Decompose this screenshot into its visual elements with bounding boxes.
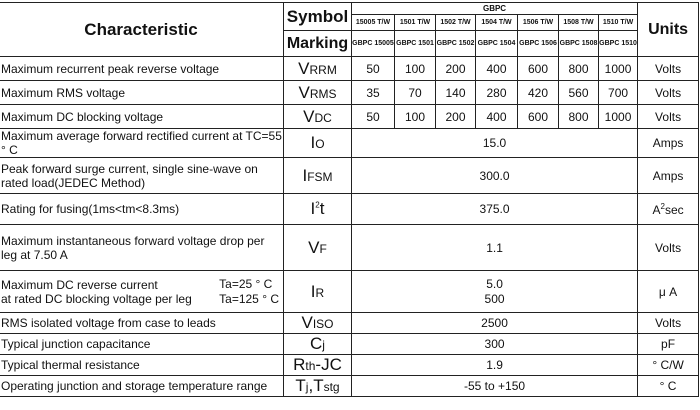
value-cell: 300 xyxy=(352,334,638,355)
marking-code: GBPC 1508 xyxy=(559,31,599,57)
row-rth xyxy=(0,355,699,376)
row-description: RMS isolated voltage from case to leads xyxy=(0,313,284,334)
value-cell: 200 xyxy=(436,57,476,81)
row-description: Maximum DC reverse current at rated DC blocking voltage per leg Ta=25 ° C Ta=125 ° C xyxy=(0,271,284,313)
type-header: 15005 T/W xyxy=(352,15,395,31)
row-vrrm xyxy=(0,57,699,81)
row-symbol: Rth-JC xyxy=(284,355,352,376)
value-cell: 300.0 xyxy=(352,158,638,194)
value-cell: 100 xyxy=(395,105,436,129)
row-ifsm xyxy=(0,158,699,194)
row-symbol: IFSM xyxy=(284,158,352,194)
value-cell: 140 xyxy=(436,81,476,105)
value-cell: 1000 xyxy=(599,105,638,129)
value-cell: 400 xyxy=(476,57,518,81)
gbpc-group-header: GBPC xyxy=(352,3,638,15)
characteristics-table xyxy=(0,2,699,397)
row-symbol: Tj,Tstg xyxy=(284,376,352,397)
row-description: Maximum RMS voltage xyxy=(0,81,284,105)
marking-code: GBPC 1502 xyxy=(436,31,476,57)
row-symbol: VDC xyxy=(284,105,352,129)
row-symbol: IO xyxy=(284,129,352,158)
marking-code: GBPC 1506 xyxy=(518,31,559,57)
row-description: Operating junction and storage temperature range xyxy=(0,376,284,397)
row-symbol: VF xyxy=(284,225,352,271)
row-vf xyxy=(0,225,699,271)
value-cell: 600 xyxy=(518,105,559,129)
unit-cell: ° C/W xyxy=(638,355,699,376)
value-cell: 1000 xyxy=(599,57,638,81)
row-description: Typical thermal resistance xyxy=(0,355,284,376)
row-description: Peak forward surge current, single sine-wave on rated load(JEDEC Method) xyxy=(0,158,284,194)
type-header: 1508 T/W xyxy=(559,15,599,31)
row-tj xyxy=(0,376,699,397)
unit-cell: Volts xyxy=(638,225,699,271)
value-cell: 35 xyxy=(352,81,395,105)
value-cell: 100 xyxy=(395,57,436,81)
value-cell: 280 xyxy=(476,81,518,105)
unit-cell: Volts xyxy=(638,313,699,334)
value-cell: 560 xyxy=(559,81,599,105)
row-description: Typical junction capacitance xyxy=(0,334,284,355)
marking-code: GBPC 1501 xyxy=(395,31,436,57)
row-symbol: $I^2t$ xyxy=(284,194,352,225)
row-description: Maximum average forward rectified current at TC=55 ° C xyxy=(0,129,284,158)
unit-cell: Volts xyxy=(638,57,699,81)
value-cell: 375.0 xyxy=(352,194,638,225)
row-cj xyxy=(0,334,699,355)
type-header: 1510 T/W xyxy=(599,15,638,31)
row-vrms xyxy=(0,81,699,105)
value-cell: 420 xyxy=(518,81,559,105)
type-header: 1501 T/W xyxy=(395,15,436,31)
units-header: Units xyxy=(638,3,699,57)
condition-label: Ta=125 ° C xyxy=(219,291,279,306)
row-ir xyxy=(0,271,699,313)
row-description: Maximum instantaneous forward voltage drop per leg at 7.50 A xyxy=(0,225,284,271)
unit-cell: ° C xyxy=(638,376,699,397)
row-viso xyxy=(0,313,699,334)
type-header: 1504 T/W xyxy=(476,15,518,31)
value-cell: 1.1 xyxy=(352,225,638,271)
value-cell: 1.9 xyxy=(352,355,638,376)
row-description: Rating for fusing(1ms<tm<8.3ms) xyxy=(0,194,284,225)
unit-cell: $A^2\sec$ xyxy=(638,194,699,225)
row-symbol: VRRM xyxy=(284,57,352,81)
value-cell: 800 xyxy=(559,57,599,81)
condition-label: Ta=25 ° C xyxy=(219,276,273,291)
row-description: Maximum recurrent peak reverse voltage xyxy=(0,57,284,81)
row-symbol: Cj xyxy=(284,334,352,355)
marking-code: GBPC 1504 xyxy=(476,31,518,57)
marking-header: Marking xyxy=(284,31,352,57)
unit-cell: Amps xyxy=(638,129,699,158)
value-cell: 200 xyxy=(436,105,476,129)
type-header: 1506 T/W xyxy=(518,15,559,31)
row-io xyxy=(0,129,699,158)
value-cell: -55 to +150 xyxy=(352,376,638,397)
unit-cell: Volts xyxy=(638,81,699,105)
value-cell: 50 xyxy=(352,105,395,129)
value-cell: 800 xyxy=(559,105,599,129)
value-cell: 2500 xyxy=(352,313,638,334)
row-vdc xyxy=(0,105,699,129)
marking-code: GBPC 15005 xyxy=(352,31,395,57)
value-cell: 700 xyxy=(599,81,638,105)
value-cell: 5.0 500 xyxy=(352,271,638,313)
value-cell: 600 xyxy=(518,57,559,81)
value-cell: 50 xyxy=(352,57,395,81)
row-symbol: VRMS xyxy=(284,81,352,105)
value-cell: 15.0 xyxy=(352,129,638,158)
row-symbol: VISO xyxy=(284,313,352,334)
symbol-header: Symbol xyxy=(284,3,352,31)
characteristic-header: Characteristic xyxy=(0,3,284,57)
unit-cell: μ A xyxy=(638,271,699,313)
unit-cell: Volts xyxy=(638,105,699,129)
unit-cell: Amps xyxy=(638,158,699,194)
row-symbol: IR xyxy=(284,271,352,313)
row-description: Maximum DC blocking voltage xyxy=(0,105,284,129)
marking-code: GBPC 1510 xyxy=(599,31,638,57)
row-i2t xyxy=(0,194,699,225)
value-cell: 400 xyxy=(476,105,518,129)
type-header: 1502 T/W xyxy=(436,15,476,31)
value-cell: 70 xyxy=(395,81,436,105)
unit-cell: pF xyxy=(638,334,699,355)
